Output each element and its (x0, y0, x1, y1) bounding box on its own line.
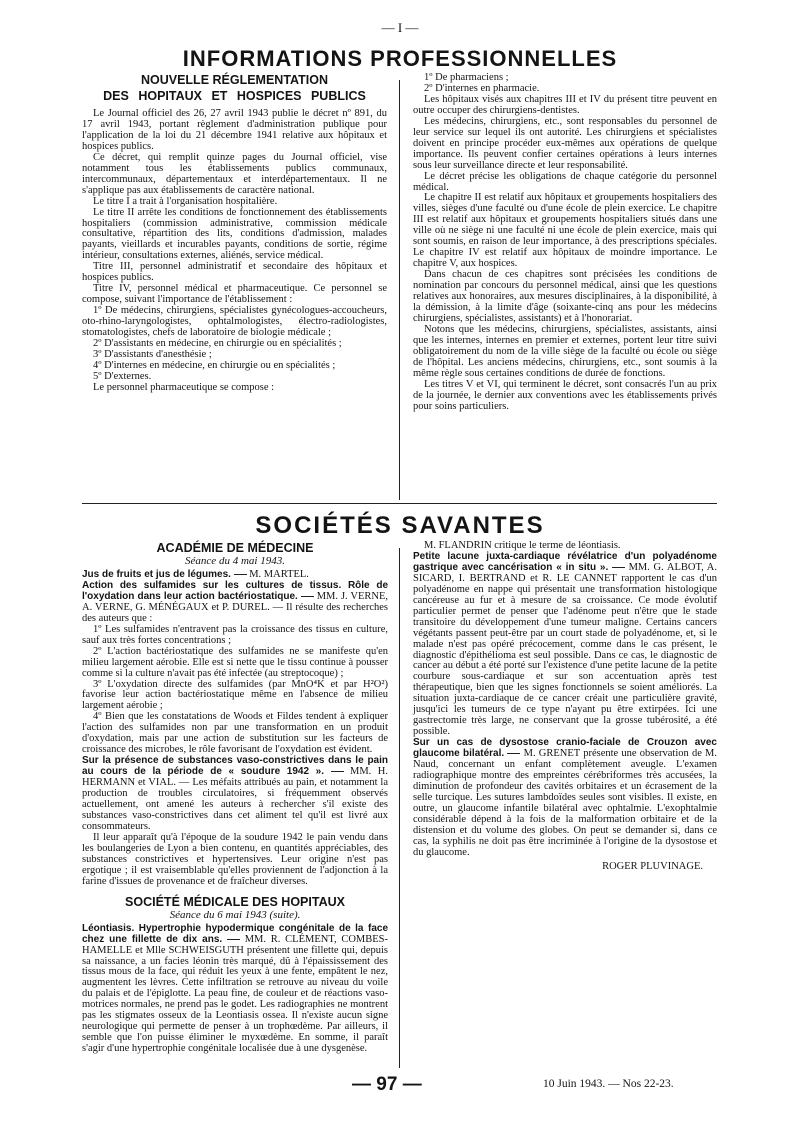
communication-body: M. MARTEL. (249, 569, 309, 580)
paragraph: Le décret précise les obligations de chaque catégorie du personnel médical. (413, 170, 717, 193)
communication-body: MM. G. ALBOT, A. SICARD, I. BERTRAND et R. LE CANNET rapportent le cas d'un polyadénome en nappe qui présentait une transformation histologique cancéreuse au fur et à mesure de sa croissance. Ce mode évolutif particulier permet de penser que l'adénome peut n'être que le stade transitoire du développement d'une tumeur maligne. Certains cancers végétants passent peut-être par un court stade de polyadénome, et, si le malade n'est pas opéré précocement, comme dans le cas présent, le diagnostic d'épithélioma est seul possible. Dans ce cas, le diagnostic de cancer au début a été porté sur l'existence d'une petite lacune de la petite courbure sous-cardiaque et sur son accentuation après test thérapeutique, bien que les signes fonctionnels se soient améliorés. La situation juxta-cardiaque de ce cancer créait une particulière gravité, jusqu'ici les tumeurs de ce type n'ayant pu être extirpées. Ici une gastrectomie très large, ne conservant que la grosse tubérosité, a été possible. (413, 561, 718, 738)
communication-title: Léontiasis. Hypertrophie hypodermique congénitale de la face chez une fillette de dix ans. (82, 922, 388, 945)
list-item: 1º De médecins, chirurgiens, spécialistes gynécologues-accoucheurs, oto-rhino-laryngologistes, ophtalmologistes, électro-radiologistes, stomatologistes, chefs de laboratoire de biologie médicale ; (82, 305, 387, 339)
page-marker: — I — (381, 20, 419, 35)
article-column-2 (413, 73, 717, 413)
issue-date: 10 Juin 1943. — Nos 22-23. (543, 1078, 674, 1090)
author-signature: ROGER PLUVINAGE. (602, 860, 703, 872)
list-item: 1º De pharmaciens ; (424, 72, 509, 83)
em-dash (227, 939, 240, 940)
paragraph: Titre IV, personnel médical et pharmaceutique. Ce personnel se compose, suivant l'importance de l'établissement : (82, 283, 387, 306)
section-banner-informations: INFORMATIONS PROFESSIONNELLES (182, 46, 618, 71)
paragraph: Ce décret, qui remplit quinze pages du Journal officiel, vise notamment tous les établissements publics communaux, intercommunaux, départementaux et interdépartementaux. Il ne s'applique pas aux établissements de caractère national. (82, 151, 387, 196)
communication (82, 924, 388, 1055)
list-item: 3º D'assistants d'anesthésie ; (93, 348, 212, 360)
communication-title: Sur un cas de dysostose cranio-faciale de Crouzon avec glaucome bilatéral. (413, 737, 717, 760)
communication (413, 738, 717, 858)
em-dash (612, 567, 625, 568)
paragraph: Il leur apparaît qu'à l'époque de la soudure 1942 le pain vendu dans les boulangeries de Lyon a bien contenu, en quantités appréciables, des substances constrictives et hypertensives. Leur origine n'est pas ergotique ; il est vraisemblable qu'elles proviennent de l'adjonction à la farine d'issues de provenance et de fraîcheur diverses. (82, 831, 388, 887)
column-divider (399, 80, 400, 500)
paragraph: Dans chacun de ces chapitres sont précisées les conditions de nomination par concours du personnel médical, ainsi que les questions relatives aux honoraires, aux mesures disciplinaires, à la disponibilité, à la démission, à la limite d'âge (soixante-cinq ans pour les médecins chirurgiens, spécialistes, assistants) et à l'honorariat. (413, 269, 717, 324)
paragraph: Les médecins, chirurgiens, etc., sont responsables du personnel de leur service sur lequel ils ont autorité. Les chirurgiens et spécialistes doivent en principe procéder eux-mêmes aux opérations de quelque importance. Ils peuvent confier certaines opérations à leurs internes sous leur surveillance directe et leur responsabilité. (413, 115, 717, 171)
paragraph: Le titre II arrête les conditions de fonctionnement des établissements hospitaliers (commission administrative, commission médicale consultative, répartition des lits, conditions d'admission, malades payants, vieillards et incurables payants, conditions de sortie, régime intérieur, consultations externes, aliénés, service médical. (82, 206, 387, 262)
communication-title: Action des sulfamides sur les cultures de tissus. Rôle de l'oxydation dans leur action bactériostatique. (82, 579, 388, 602)
paragraph: Le chapitre II est relatif aux hôpitaux et groupements hospitaliers des villes, sièges d'une faculté ou d'une école de plein exercice. Le chapitre III est relatif aux hôpitaux et groupements hospitaliers situés dans une ville où ne siège ni une faculté ni une école de plein exercice, mais qui sont soumis, en raison de leur importance, à des prescriptions spéciales. Le chapitre IV est relatif aux hôpitaux de moindre importance. Le chapitre V, aux hospices. (413, 192, 717, 270)
society-title-academie: ACADÉMIE DE MÉDECINE (156, 541, 314, 555)
society-title-smh: SOCIÉTÉ MÉDICALE DES HOPITAUX (125, 894, 345, 909)
paragraph: Notons que les médecins, chirurgiens, spécialistes, assistants, ainsi que les internes, internes en premier et externes, portent leur titre suivi obligatoirement du nom de la ville siège de la faculté ou école ou siège de l'hôpital. Les anciens médecins, chirurgiens, etc., sont soumis à la même règle sous certaines conditions de durée de fonctions. (413, 323, 717, 379)
list-item: 5º D'externes. (93, 370, 152, 382)
communication (413, 552, 717, 738)
page-number: — 97 — (352, 1074, 422, 1095)
em-dash (331, 771, 344, 772)
communication-title: Jus de fruits et jus de légumes. (82, 569, 231, 580)
paragraph: Les titres V et VI, qui terminent le décret, sont consacrés l'un au prix de la journée, le dernier aux conventions avec les établissements privés pour soins particuliers. (413, 378, 717, 412)
societes-column-1 (82, 541, 388, 1055)
session-date: Séance du 6 mai 1943 (suite). (169, 908, 301, 921)
communication-body: MM. H. HERMANN et VIAL. — Les méfaits attribués au pain, et notamment la production de troubles circulatoires, si fréquemment observés actuellement, ont amené les auteurs à rechercher s'il existe des substances vaso-constrictives dans cet aliment tel qu'il est livré aux consommateurs. (82, 766, 388, 832)
session-date: Séance du 4 mai 1943. (185, 555, 285, 567)
paragraph: Titre III, personnel administratif et secondaire des hôpitaux et hospices publics. (82, 261, 387, 284)
communication-body: MM. J. VERNE, A. VERNE, G. MÉNÉGAUX et P. DUREL. — Il résulte des recherches des auteurs que : (82, 590, 389, 624)
societes-column-2 (413, 541, 717, 873)
list-item: 3º L'oxydation directe des sulfamides (par MnO⁴K et par H²O²) favorise leur action bactériostatique même en l'absence de milieu largement aérobie ; (82, 678, 388, 712)
em-dash (301, 596, 314, 597)
communication-body: MM. R. CLÉMENT, COMBES-HAMELLE et Mlle SCHWEISGUTH présentent une fillette qui, depuis sa naissance, a un facies léonin très marqué, dû à l'épaississement des tissus mous de la face, qui réduit les yeux à une fente, empâtent le nez, augmentent les lèvres. Cette infiltration se retrouve au niveau du voile du palais et de l'épiglotte. La peau fine, de couleur et de réactions vaso-motrices normales, ne prend pas le godet. Les radiographies ne montrent pas les stigmates osseux de la Leontiasis ossea. Il n'existe aucun signe neurologique qui permette de penser à un trophœdème. Par ailleurs, il semble que l'on puisse éliminer le myxœdème. En somme, il paraît s'agir d'une hypertrophie congénitale localisée due à une dysgenèse. (82, 933, 389, 1055)
section-separator (82, 503, 717, 504)
paragraph: Le personnel pharmaceutique se compose : (93, 381, 275, 393)
list-item: 4º D'internes en médecine, en chirurgie ou en spécialités ; (93, 359, 336, 371)
communication-title: Petite lacune juxta-cardiaque révélatrice d'un polyadénome gastrique avec cancérisation « in situ ». (413, 550, 717, 573)
paragraph: Les hôpitaux visés aux chapitres III et IV du présent titre peuvent en outre occuper des chirurgiens-dentistes. (413, 93, 717, 116)
list-item: 4º Bien que les constatations de Woods et Fildes tendent à expliquer l'action des sulfamides non par une transformation en un produit d'oxydation, mais par une action de substitution sur les facteurs de croissance des microbes, le rôle favorisant de l'oxydation est évident. (82, 711, 388, 756)
list-item: 2º L'action bactériostatique des sulfamides ne se manifeste qu'en milieu largement aérobie. Elle est si nette que le tissu continue à pousser comme si la culture n'avait pas été infectée (au streptocoque) ; (82, 645, 388, 679)
list-item: 1º Les sulfamides n'entravent pas la croissance des tissus en culture, sauf aux très fortes concentrations ; (82, 623, 388, 646)
list-item: 2º D'assistants en médecine, en chirurgie ou en spécialités ; (93, 338, 342, 350)
em-dash (234, 574, 247, 575)
communication (82, 756, 388, 833)
article-column-1 (82, 73, 387, 394)
paragraph: Le titre I a trait à l'organisation hospitalière. (93, 195, 278, 207)
article-subtitle: DES HOPITAUX ET HOSPICES PUBLICS (103, 89, 366, 103)
section-banner-societes: SOCIÉTÉS SAVANTES (255, 512, 545, 539)
list-item: 2º D'internes en pharmacie. (424, 82, 540, 94)
communication-body: M. GRENET présente une observation de M. Naud, concernant un enfant complètement aveugle. L'examen radiographique montre des empreintes cérébriformes très accusées, la diminution de profondeur des cavités orbitaires et un écrasement de la selle turcique. Les sutures lambdoïdes seules sont visibles. Il existe, en outre, un glaucome infantile bilatéral avec ophtalmie. L'exophtalmie considérable dépend à la fois de la malformation orbitaire et de la distension et du volume des globes. On peut se demander si, dans ce cas, la syphilis ne doit pas être incriminée à l'origine de la dysostose et du glaucome. (413, 748, 718, 858)
em-dash (507, 753, 520, 754)
communication-title: Sur la présence de substances vaso-constrictives dans le pain au cours de la période de « soudure 1942 ». (82, 755, 388, 778)
paragraph: Le Journal officiel des 26, 27 avril 1943 publie le décret nº 891, du 17 avril 1943, portant règlement d'administration publique pour l'application de la loi du 21 décembre 1941 relative aux hôpitaux et hospices publics. (82, 108, 387, 152)
column-divider (399, 548, 400, 1068)
communication (82, 581, 388, 625)
article-title: NOUVELLE RÉGLEMENTATION (140, 73, 329, 87)
paragraph: M. FLANDRIN critique le terme de léontiasis. (424, 540, 621, 551)
